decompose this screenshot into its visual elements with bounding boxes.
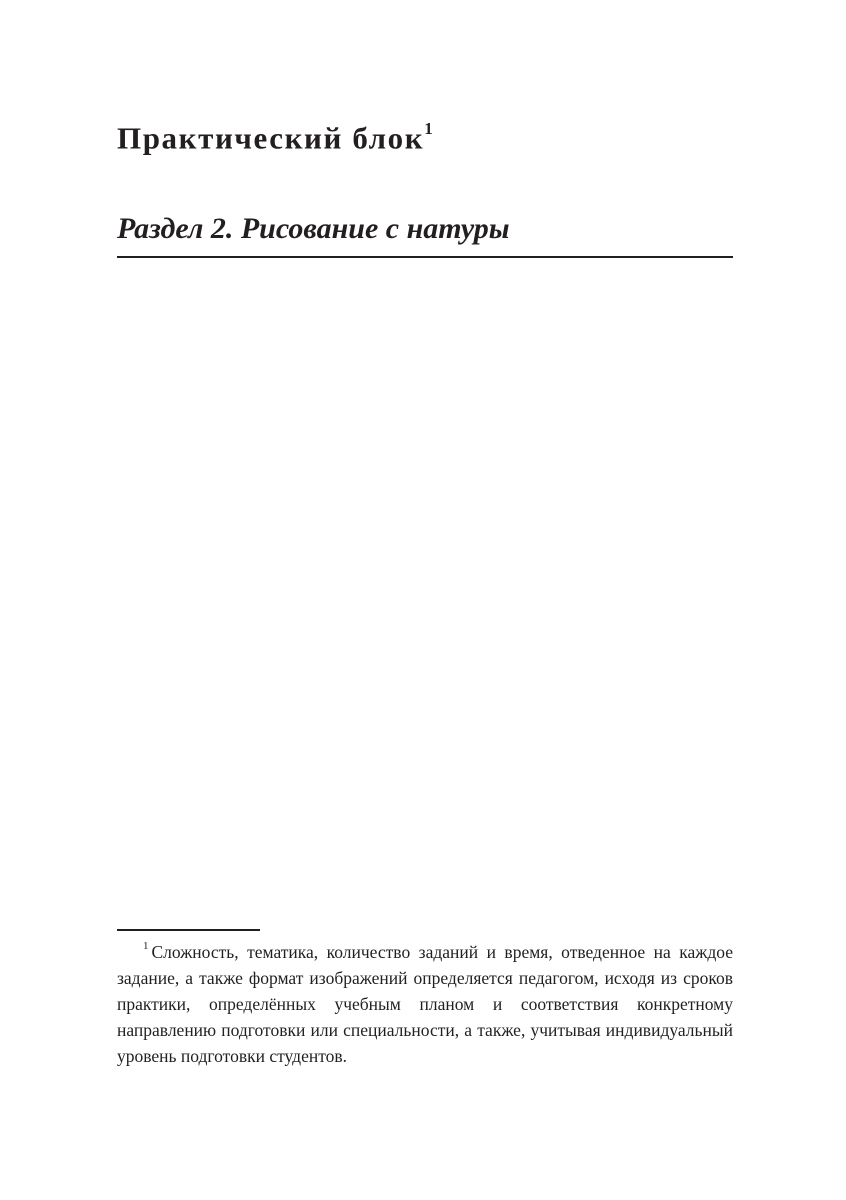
page-title-text: Практический блок (117, 120, 425, 156)
page-title (117, 112, 433, 158)
section-divider (117, 256, 733, 258)
title-footnote-mark[interactable]: 1 (424, 119, 433, 138)
footnote-mark: 1 (143, 940, 149, 952)
section-heading: Раздел 2. Рисование с натуры (117, 212, 510, 245)
footnote-text: Сложность, тематика, количество заданий и время, отведенное на каждое задание, а также формат изображений определяется педагогом, исходя из сроков практики, определённых учебным планом и соответствия конкретному направлению подготовки или специальности, а также, учитывая индивидуальный уровень подготовки студентов. (117, 941, 733, 1066)
footnote (117, 935, 733, 1069)
footnote-divider (117, 929, 260, 931)
